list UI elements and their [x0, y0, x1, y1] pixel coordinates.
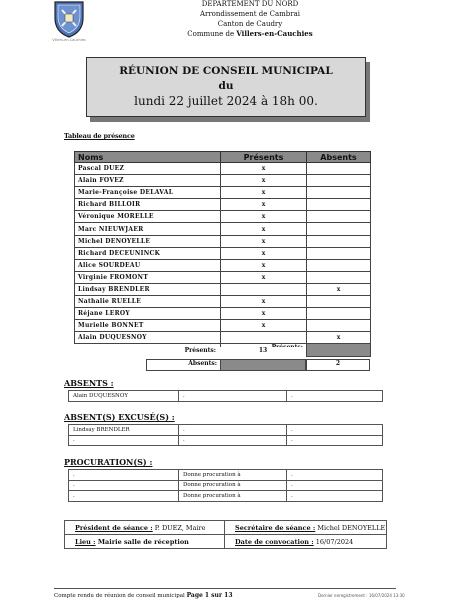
footer-page-number: Page 1 sur 13 [186, 592, 233, 599]
absent-name: Alain DUQUESNOY [69, 391, 179, 402]
table-row [69, 435, 383, 446]
absent-mark [307, 163, 371, 175]
present-total-label-text: Présents: [146, 347, 219, 359]
present-mark: x [221, 271, 307, 283]
excuses-table [68, 424, 383, 446]
present-total-filler [307, 344, 371, 356]
member-name: Lindsay BRENDLER [75, 283, 221, 295]
secretary-value: Michel DENOYELLE [315, 523, 386, 532]
table-row [75, 211, 371, 223]
present-mark [221, 332, 307, 344]
absent-mark [307, 259, 371, 271]
session-info-table [64, 520, 387, 549]
present-mark: x [221, 259, 307, 271]
table-row [75, 223, 371, 235]
commune-prefix: Commune de [187, 30, 235, 38]
member-name: Murielle BONNET [75, 320, 221, 332]
member-name: Marie-Françoise DELAVAL [75, 187, 221, 199]
present-mark [221, 283, 307, 295]
procurations-table [68, 469, 383, 502]
table-row [69, 425, 383, 436]
table-row [75, 259, 371, 271]
meeting-du: du [218, 80, 234, 92]
procuration-giver: . [69, 480, 179, 491]
absent-mark [307, 308, 371, 320]
table-row [75, 283, 371, 295]
canton-line: Canton de Caudry [217, 20, 283, 28]
presence-header-row [75, 152, 371, 163]
meeting-title: RÉUNION DE CONSEIL MUNICIPAL [119, 65, 333, 77]
crest-caption: Villers-en-Cauchies [52, 38, 86, 42]
procurations-label: PROCURATION(S) : [64, 457, 153, 467]
presence-label: Tableau de présence [64, 132, 135, 140]
absent-mark: x [307, 332, 371, 344]
procuration-giver: . [69, 470, 179, 481]
present-total-value: 13 [220, 347, 306, 359]
member-name: Nathalie RUELLE [75, 296, 221, 308]
coat-of-arms-icon [52, 0, 86, 38]
member-name: Alain DUQUESNOY [75, 332, 221, 344]
absent-mark [307, 296, 371, 308]
absent-mark [307, 199, 371, 211]
absents-table [68, 390, 383, 402]
absent-total-filler [220, 359, 306, 371]
table-row [69, 470, 383, 481]
table-row [75, 308, 371, 320]
member-name: Alice SOURDEAU [75, 259, 221, 271]
excused-name: Lindsay BRENDLER [69, 425, 179, 436]
table-row [75, 235, 371, 247]
table-row [69, 491, 383, 502]
member-name: Réjane LEROY [75, 308, 221, 320]
present-mark: x [221, 175, 307, 187]
table-row [75, 187, 371, 199]
absent-mark [307, 223, 371, 235]
presence-table [74, 151, 371, 357]
member-name: Richard BILLOIR [75, 199, 221, 211]
table-row [75, 247, 371, 259]
table-row [69, 480, 383, 491]
table-row [75, 296, 371, 308]
absent-mark [307, 235, 371, 247]
secretary-label: Secrétaire de séance : [235, 523, 316, 532]
footer-last-saved: Dernier enregistrement : 16/07/2024 13:30 [318, 593, 405, 598]
present-mark: x [221, 163, 307, 175]
footer-doc-title: Compte rendu de réunion de conseil municipal [54, 593, 185, 599]
member-name: Michel DENOYELLE [75, 235, 221, 247]
absent-total-value: 2 [306, 359, 370, 371]
procuration-text: Donne procuration à [179, 470, 287, 481]
table-row [75, 175, 371, 187]
date-cell [225, 535, 387, 549]
present-mark: x [221, 296, 307, 308]
procuration-text: Donne procuration à [179, 480, 287, 491]
title-box [86, 57, 366, 117]
place-cell [65, 535, 225, 549]
absent-mark [307, 320, 371, 332]
table-row [75, 271, 371, 283]
procuration-receiver: . [287, 480, 383, 491]
president-cell [65, 521, 225, 535]
arrondissement-line: Arrondissement de Cambrai [199, 10, 301, 18]
departement-line: DEPARTEMENT DU NORD [201, 0, 299, 8]
present-mark: x [221, 211, 307, 223]
table-row [75, 320, 371, 332]
table-row [65, 535, 387, 549]
date-value: 16/07/2024 [313, 537, 354, 546]
absent-mark [307, 187, 371, 199]
president-value: P. DUEZ, Maire [152, 523, 206, 532]
member-name: Richard DECEUNINCK [75, 247, 221, 259]
procuration-receiver: . [287, 470, 383, 481]
member-name: Alain FOVEZ [75, 175, 221, 187]
commune-line [150, 30, 350, 38]
present-mark: x [221, 320, 307, 332]
procuration-text: Donne procuration à [179, 491, 287, 502]
procuration-giver: . [69, 491, 179, 502]
meeting-date: lundi 22 juillet 2024 à 18h 00. [134, 94, 318, 108]
place-label: Lieu : [75, 537, 96, 546]
col-names: Noms [75, 152, 221, 163]
member-name: Pascal DUEZ [75, 163, 221, 175]
table-row [69, 391, 383, 402]
excused-cell: . [287, 425, 383, 436]
table-row [75, 163, 371, 175]
col-present: Présents [221, 152, 307, 163]
absent-mark [307, 211, 371, 223]
footer-left [54, 592, 233, 599]
present-mark: x [221, 199, 307, 211]
present-mark: x [221, 247, 307, 259]
table-row [65, 521, 387, 535]
present-mark: x [221, 187, 307, 199]
member-name: Véronique MORELLE [75, 211, 221, 223]
procuration-receiver: . [287, 491, 383, 502]
excused-cell: . [179, 425, 287, 436]
member-name: Marc NIEUWJAER [75, 223, 221, 235]
present-mark: x [221, 223, 307, 235]
absent-total-label: Absents: [146, 359, 220, 371]
absent-mark [307, 271, 371, 283]
table-row [75, 332, 371, 344]
present-mark: x [221, 308, 307, 320]
footer-rule [54, 588, 396, 589]
present-mark: x [221, 235, 307, 247]
member-name: Virginie FROMONT [75, 271, 221, 283]
absent-mark: x [307, 283, 371, 295]
excuses-label: ABSENT(S) EXCUSÉ(S) : [64, 412, 175, 422]
excused-name: . [69, 435, 179, 446]
place-value: Mairie salle de réception [95, 537, 189, 546]
date-label: Date de convocation : [235, 537, 314, 546]
president-label: Président de séance : [75, 523, 153, 532]
excused-cell: . [179, 435, 287, 446]
absent-mark [307, 247, 371, 259]
table-row [75, 199, 371, 211]
absent-cell: . [287, 391, 383, 402]
absents-label: ABSENTS : [64, 378, 114, 388]
absent-mark [307, 175, 371, 187]
col-absent: Absents [307, 152, 371, 163]
secretary-cell [225, 521, 387, 535]
excused-cell: . [287, 435, 383, 446]
absent-cell: . [179, 391, 287, 402]
commune-name: Villers-en-Cauchies [236, 29, 313, 38]
